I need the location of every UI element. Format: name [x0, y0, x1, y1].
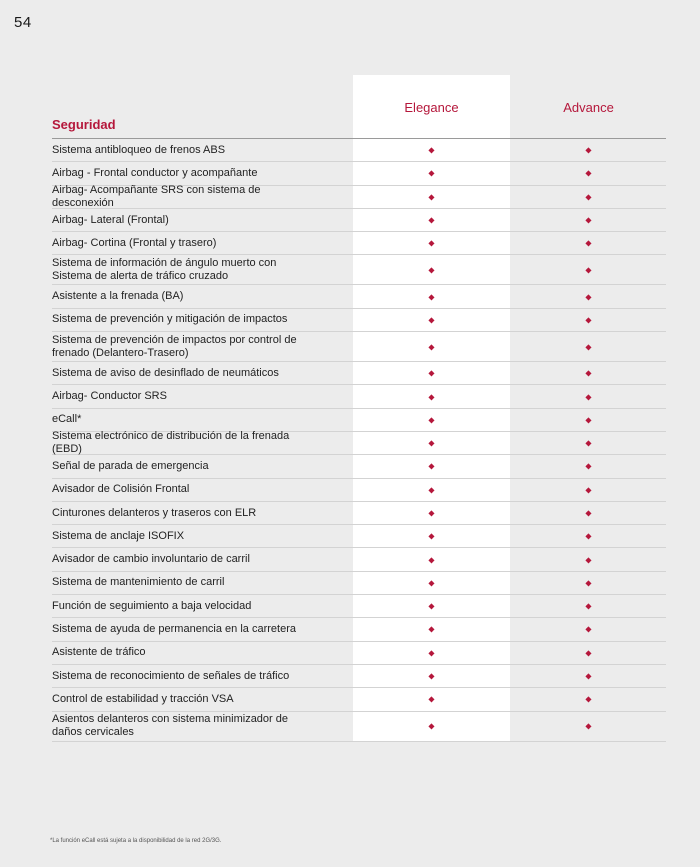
feature-label: Avisador de Colisión Frontal: [52, 483, 190, 496]
elegance-diamond-icon: ◆: [428, 292, 435, 302]
advance-diamond-icon: ◆: [585, 145, 592, 155]
feature-label: Sistema de reconocimiento de señales de tráfico: [52, 669, 290, 682]
advance-diamond-icon: ◆: [585, 315, 592, 325]
feature-label: Airbag- Conductor SRS: [52, 390, 167, 403]
table-row: [52, 712, 666, 742]
feature-label: Asistente a la frenada (BA): [52, 290, 184, 303]
elegance-diamond-icon: ◆: [428, 555, 435, 565]
advance-diamond-icon: ◆: [585, 368, 592, 378]
table-row: [52, 455, 666, 478]
footnote: *La función eCall está sujeta a la disponibilidad de la red 2G/3G.: [50, 838, 222, 844]
elegance-diamond-icon: ◆: [428, 342, 435, 352]
elegance-diamond-icon: ◆: [428, 238, 435, 248]
column-header-elegance: Elegance: [404, 100, 459, 115]
feature-label: Sistema de mantenimiento de carril: [52, 576, 225, 589]
elegance-diamond-icon: ◆: [428, 192, 435, 202]
advance-diamond-icon: ◆: [585, 694, 592, 704]
elegance-diamond-icon: ◆: [428, 392, 435, 402]
advance-diamond-icon: ◆: [585, 485, 592, 495]
table-header: [52, 75, 666, 138]
column-header-advance: Advance: [563, 100, 614, 115]
feature-label: Airbag- Lateral (Frontal): [52, 213, 169, 226]
elegance-diamond-icon: ◆: [428, 265, 435, 275]
elegance-diamond-icon: ◆: [428, 461, 435, 471]
elegance-diamond-icon: ◆: [428, 601, 435, 611]
feature-label: Sistema de prevención de impactos por control de frenado (Delantero-Trasero): [52, 333, 297, 359]
feature-label: Airbag- Acompañante SRS con sistema de desconexión: [52, 183, 261, 209]
table-row: [52, 362, 666, 385]
table-row: [52, 162, 666, 185]
advance-diamond-icon: ◆: [585, 721, 592, 731]
advance-diamond-icon: ◆: [585, 624, 592, 634]
elegance-diamond-icon: ◆: [428, 531, 435, 541]
table-row: [52, 688, 666, 711]
feature-label: eCall*: [52, 413, 82, 426]
elegance-diamond-icon: ◆: [428, 578, 435, 588]
section-title: Seguridad: [52, 117, 116, 132]
advance-diamond-icon: ◆: [585, 168, 592, 178]
advance-diamond-icon: ◆: [585, 601, 592, 611]
advance-diamond-icon: ◆: [585, 215, 592, 225]
feature-label: Función de seguimiento a baja velocidad: [52, 599, 252, 612]
elegance-diamond-icon: ◆: [428, 415, 435, 425]
feature-label: Sistema de prevención y mitigación de impactos: [52, 313, 288, 326]
table-row: [52, 595, 666, 618]
advance-diamond-icon: ◆: [585, 292, 592, 302]
advance-diamond-icon: ◆: [585, 531, 592, 541]
table-row: [52, 309, 666, 332]
feature-label: Asientos delanteros con sistema minimizador de daños cervicales: [52, 713, 289, 739]
advance-diamond-icon: ◆: [585, 555, 592, 565]
elegance-diamond-icon: ◆: [428, 145, 435, 155]
table-row: [52, 409, 666, 432]
elegance-diamond-icon: ◆: [428, 671, 435, 681]
table-row: [52, 502, 666, 525]
elegance-diamond-icon: ◆: [428, 438, 435, 448]
feature-label: Sistema de ayuda de permanencia en la carretera: [52, 622, 296, 635]
advance-diamond-icon: ◆: [585, 671, 592, 681]
table-row: [52, 255, 666, 285]
table-row: [52, 385, 666, 408]
table-row: [52, 139, 666, 162]
advance-diamond-icon: ◆: [585, 508, 592, 518]
elegance-diamond-icon: ◆: [428, 508, 435, 518]
table-row: [52, 209, 666, 232]
feature-label: Avisador de cambio involuntario de carril: [52, 553, 250, 566]
feature-table: [52, 139, 666, 742]
table-row: [52, 232, 666, 255]
table-row: [52, 525, 666, 548]
table-row: [52, 642, 666, 665]
page-number: 54: [14, 14, 32, 31]
table-row: [52, 332, 666, 362]
advance-diamond-icon: ◆: [585, 265, 592, 275]
elegance-diamond-icon: ◆: [428, 168, 435, 178]
feature-label: Sistema electrónico de distribución de la frenada (EBD): [52, 430, 290, 456]
feature-label: Señal de parada de emergencia: [52, 459, 209, 472]
elegance-diamond-icon: ◆: [428, 648, 435, 658]
advance-diamond-icon: ◆: [585, 578, 592, 588]
elegance-diamond-icon: ◆: [428, 315, 435, 325]
elegance-diamond-icon: ◆: [428, 721, 435, 731]
feature-label: Asistente de tráfico: [52, 646, 146, 659]
advance-diamond-icon: ◆: [585, 438, 592, 448]
feature-label: Cinturones delanteros y traseros con ELR: [52, 506, 257, 519]
table-row: [52, 548, 666, 571]
feature-label: Sistema de información de ángulo muerto con Sistema de alerta de tráfico cruzado: [52, 256, 277, 282]
advance-diamond-icon: ◆: [585, 648, 592, 658]
advance-diamond-icon: ◆: [585, 342, 592, 352]
elegance-diamond-icon: ◆: [428, 368, 435, 378]
elegance-diamond-icon: ◆: [428, 485, 435, 495]
elegance-diamond-icon: ◆: [428, 624, 435, 634]
table-row: [52, 183, 666, 209]
advance-diamond-icon: ◆: [585, 461, 592, 471]
feature-label: Airbag- Cortina (Frontal y trasero): [52, 236, 217, 249]
elegance-diamond-icon: ◆: [428, 215, 435, 225]
feature-label: Sistema antibloqueo de frenos ABS: [52, 143, 226, 156]
advance-diamond-icon: ◆: [585, 415, 592, 425]
elegance-diamond-icon: ◆: [428, 694, 435, 704]
feature-label: Airbag - Frontal conductor y acompañante: [52, 166, 258, 179]
table-row: [52, 618, 666, 641]
table-row: [52, 479, 666, 502]
advance-diamond-icon: ◆: [585, 192, 592, 202]
feature-label: Sistema de anclaje ISOFIX: [52, 529, 185, 542]
table-row: [52, 572, 666, 595]
advance-diamond-icon: ◆: [585, 392, 592, 402]
advance-diamond-icon: ◆: [585, 238, 592, 248]
feature-label: Control de estabilidad y tracción VSA: [52, 692, 234, 705]
table-row: [52, 665, 666, 688]
table-row: [52, 432, 666, 455]
feature-label: Sistema de aviso de desinflado de neumáticos: [52, 366, 279, 379]
table-row: [52, 285, 666, 308]
